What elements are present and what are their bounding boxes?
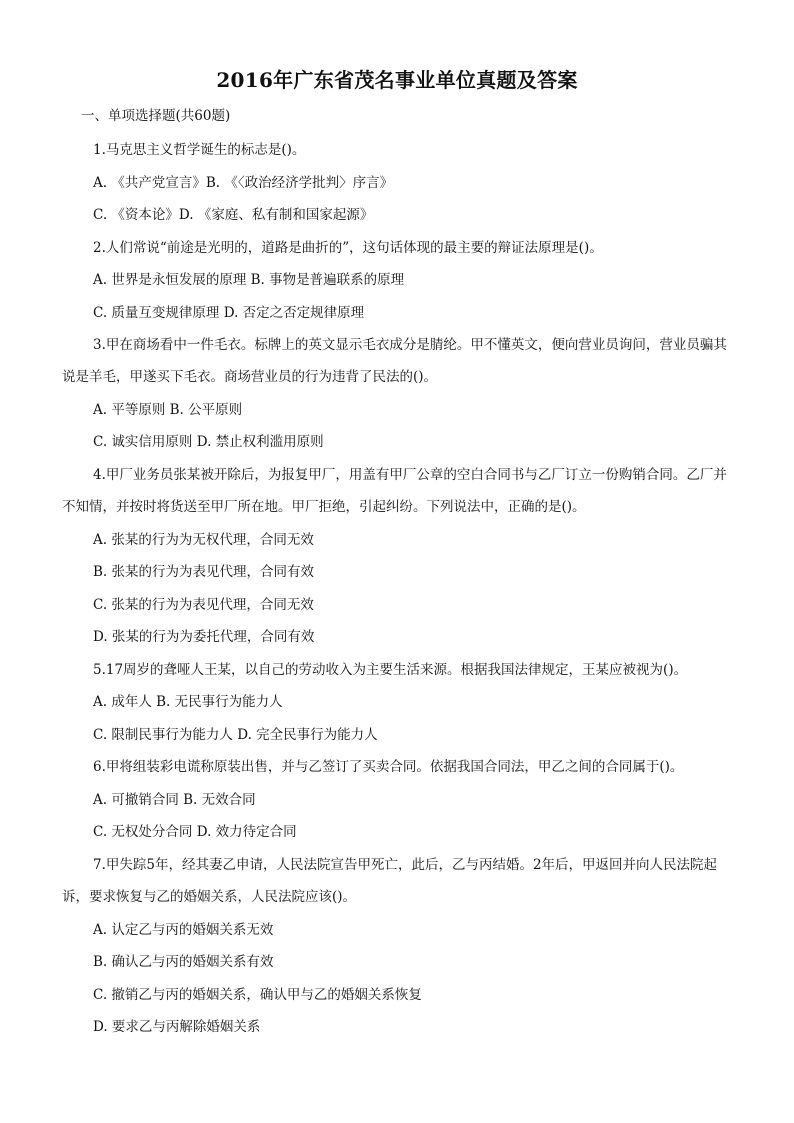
question-text-continued: 不知情，并按时将货送至甲厂所在地。甲厂拒绝，引起纠纷。下列说法中，正确的是()。 <box>62 499 586 516</box>
question-7 <box>62 855 752 1037</box>
option-line: C. 张某的行为为表见代理，合同无效 <box>93 596 314 613</box>
option-line: C. 诚实信用原则 D. 禁止权利滥用原则 <box>93 434 324 451</box>
question-5 <box>62 660 752 745</box>
option-line: C. 《资本论》D. 《家庭、私有制和国家起源》 <box>93 207 374 223</box>
question-text: 6.甲将组装彩电谎称原装出售，并与乙签订了买卖合同。依据我国合同法，甲乙之间的合同属于()。 <box>93 759 684 776</box>
question-3 <box>62 335 752 452</box>
option-line: B. 确认乙与丙的婚姻关系有效 <box>93 954 274 971</box>
question-text: 1.马克思主义哲学诞生的标志是()。 <box>93 142 306 158</box>
option-line: A. 可撤销合同 B. 无效合同 <box>93 791 256 808</box>
question-4 <box>62 465 752 647</box>
question-text: 4.甲厂业务员张某被开除后，为报复甲厂，用盖有甲厂公章的空白合同书与乙厂订立一份购销合同。乙厂并 <box>93 466 727 483</box>
question-list <box>62 140 752 1050</box>
option-line: A. 《共产党宣言》B. 《〈政治经济学批判〉序言》 <box>93 174 394 191</box>
option-line: A. 张某的行为为无权代理，合同无效 <box>93 531 314 548</box>
question-text: 3.甲在商场看中一件毛衣。标牌上的英文显示毛衣成分是腈纶。甲不懂英文，便向营业员询问，营业员骗其 <box>93 337 727 353</box>
question-text: 5.17周岁的聋哑人王某，以自己的劳动收入为主要生活来源。根据我国法律规定，王某应被视为()。 <box>93 661 688 678</box>
option-line: C. 撤销乙与丙的婚姻关系，确认甲与乙的婚姻关系恢复 <box>93 986 422 1003</box>
option-line: C. 限制民事行为能力人 D. 完全民事行为能力人 <box>93 726 378 743</box>
option-line: B. 张某的行为为表见代理，合同有效 <box>93 564 315 581</box>
option-line: A. 认定乙与丙的婚姻关系无效 <box>93 921 274 938</box>
option-line: C. 质量互变规律原理 D. 否定之否定规律原理 <box>93 304 365 321</box>
option-line: A. 成年人 B. 无民事行为能力人 <box>93 694 283 711</box>
question-text: 2.人们常说“前途是光明的，道路是曲折的”，这句话体现的最主要的辩证法原理是()。 <box>93 239 603 256</box>
question-1 <box>62 140 752 225</box>
option-line: D. 要求乙与丙解除婚姻关系 <box>93 1019 261 1036</box>
section-heading: 一、单项选择题(共60题) <box>81 108 231 124</box>
option-line: A. 平等原则 B. 公平原则 <box>93 401 243 418</box>
question-text-continued: 说是羊毛，甲遂买下毛衣。商场营业员的行为违背了民法的()。 <box>62 369 438 386</box>
option-line: C. 无权处分合同 D. 效力待定合同 <box>93 824 297 841</box>
question-text: 7.甲失踪5年，经其妻乙申请，人民法院宣告甲死亡，此后，乙与丙结婚。2年后，甲返回并向人民法院起 <box>93 856 718 873</box>
option-line: A. 世界是永恒发展的原理 B. 事物是普遍联系的原理 <box>93 272 405 288</box>
question-text-continued: 诉，要求恢复与乙的婚姻关系，人民法院应该()。 <box>62 889 357 906</box>
option-line: D. 张某的行为为委托代理，合同有效 <box>93 629 315 646</box>
question-2 <box>62 238 752 323</box>
page-title: 2016年广东省茂名事业单位真题及答案 <box>216 68 578 92</box>
question-6 <box>62 757 752 842</box>
